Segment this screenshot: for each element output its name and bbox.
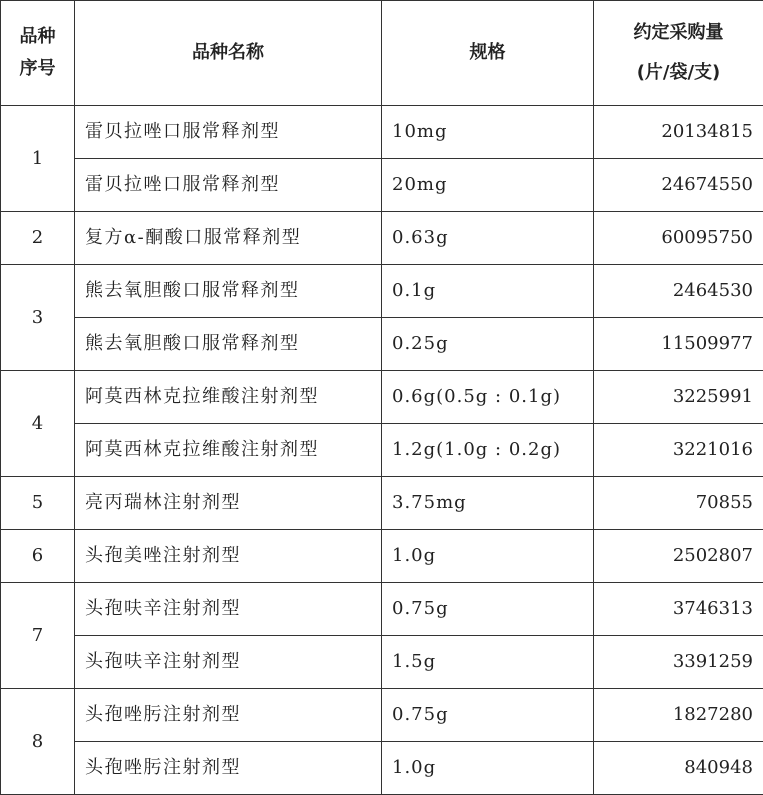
- item-name: 头孢美唑注射剂型: [75, 530, 382, 583]
- item-spec: 0.63g: [382, 212, 594, 265]
- item-name: 熊去氧胆酸口服常释剂型: [75, 318, 382, 371]
- item-number: 4: [1, 371, 75, 477]
- item-number: 6: [1, 530, 75, 583]
- item-quantity: 3225991: [594, 371, 763, 424]
- item-spec: 20mg: [382, 159, 594, 212]
- item-quantity: 3391259: [594, 636, 763, 689]
- table-row: [1, 424, 763, 477]
- table-row: [1, 318, 763, 371]
- item-spec: 0.75g: [382, 689, 594, 742]
- header-item-no-line1: 品种: [1, 28, 74, 46]
- item-spec: 0.1g: [382, 265, 594, 318]
- item-quantity: 3221016: [594, 424, 763, 477]
- table-row: [1, 636, 763, 689]
- item-spec: 1.2g(1.0g : 0.2g): [382, 424, 594, 477]
- item-name: 阿莫西林克拉维酸注射剂型: [75, 424, 382, 477]
- item-name: 复方α-酮酸口服常释剂型: [75, 212, 382, 265]
- item-number: 8: [1, 689, 75, 795]
- table-row: [1, 689, 763, 742]
- item-name: 熊去氧胆酸口服常释剂型: [75, 265, 382, 318]
- table-row: [1, 477, 763, 530]
- item-name: 雷贝拉唑口服常释剂型: [75, 106, 382, 159]
- table-row: [1, 212, 763, 265]
- item-number: 2: [1, 212, 75, 265]
- item-spec: 1.0g: [382, 530, 594, 583]
- item-quantity: 20134815: [594, 106, 763, 159]
- item-quantity: 3746313: [594, 583, 763, 636]
- item-name: 头孢唑肟注射剂型: [75, 742, 382, 795]
- item-spec: 0.75g: [382, 583, 594, 636]
- item-quantity: 70855: [594, 477, 763, 530]
- item-quantity: 60095750: [594, 212, 763, 265]
- header-quantity: [594, 1, 763, 106]
- item-number: 5: [1, 477, 75, 530]
- item-spec: 3.75mg: [382, 477, 594, 530]
- header-spec: 规格: [382, 1, 594, 106]
- table-row: [1, 530, 763, 583]
- item-quantity: 24674550: [594, 159, 763, 212]
- item-name: 头孢呋辛注射剂型: [75, 583, 382, 636]
- header-quantity-line2: (片/袋/支): [594, 64, 763, 82]
- item-quantity: 840948: [594, 742, 763, 795]
- item-name: 头孢唑肟注射剂型: [75, 689, 382, 742]
- item-spec: 10mg: [382, 106, 594, 159]
- table-row: [1, 742, 763, 795]
- table-row: [1, 583, 763, 636]
- item-name: 头孢呋辛注射剂型: [75, 636, 382, 689]
- header-item-no-line2: 序号: [1, 60, 74, 78]
- table-row: [1, 106, 763, 159]
- header-quantity-line1: 约定采购量: [594, 24, 763, 42]
- item-number: 7: [1, 583, 75, 689]
- table-row: [1, 265, 763, 318]
- item-spec: 0.6g(0.5g : 0.1g): [382, 371, 594, 424]
- item-spec: 1.5g: [382, 636, 594, 689]
- item-quantity: 2502807: [594, 530, 763, 583]
- table-header-row: [1, 1, 763, 106]
- header-item-name: 品种名称: [75, 1, 382, 106]
- item-quantity: 11509977: [594, 318, 763, 371]
- header-item-no: [1, 1, 75, 106]
- item-quantity: 1827280: [594, 689, 763, 742]
- item-name: 雷贝拉唑口服常释剂型: [75, 159, 382, 212]
- item-number: 3: [1, 265, 75, 371]
- item-name: 亮丙瑞林注射剂型: [75, 477, 382, 530]
- table-row: [1, 159, 763, 212]
- item-spec: 1.0g: [382, 742, 594, 795]
- item-number: 1: [1, 106, 75, 212]
- item-quantity: 2464530: [594, 265, 763, 318]
- item-spec: 0.25g: [382, 318, 594, 371]
- table-row: [1, 371, 763, 424]
- item-name: 阿莫西林克拉维酸注射剂型: [75, 371, 382, 424]
